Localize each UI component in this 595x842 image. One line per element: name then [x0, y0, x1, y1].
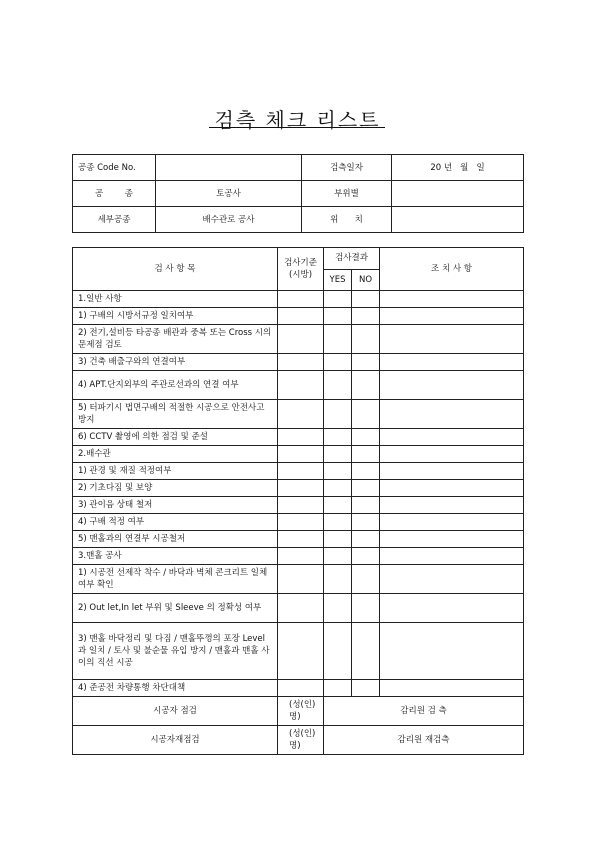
action-cell[interactable]: [380, 291, 524, 308]
action-cell[interactable]: [380, 325, 524, 354]
signature-left-field[interactable]: [278, 697, 324, 726]
checklist-row: [73, 565, 524, 594]
no-checkbox-cell[interactable]: [352, 400, 380, 429]
yes-checkbox-cell[interactable]: [324, 291, 352, 308]
yes-checkbox-cell[interactable]: [324, 514, 352, 531]
section-row: [73, 446, 524, 463]
no-checkbox-cell[interactable]: [352, 548, 380, 565]
no-checkbox-cell[interactable]: [352, 680, 380, 697]
inspection-date-label: 검측일자: [302, 155, 392, 181]
no-checkbox-cell[interactable]: [352, 446, 380, 463]
checklist-row: [73, 680, 524, 697]
action-cell[interactable]: [380, 680, 524, 697]
action-cell[interactable]: [380, 623, 524, 680]
action-cell[interactable]: [380, 400, 524, 429]
checklist-body: [73, 291, 524, 755]
checklist-header-row: [73, 248, 524, 270]
check-item-text: 3) 맨홀 바닥정리 및 다짐 / 맨홀뚜껑의 포장 Level과 일치 / 토사 및 불순물 유입 방지 / 맨홀과 맨홀 사이의 직선 시공: [73, 623, 278, 680]
check-item-text: 1) 시공전 선제작 착수 / 바닥과 벽체 콘크리트 일체여부 확인: [73, 565, 278, 594]
signature-left-field-content: [283, 699, 318, 723]
checklist-row: [73, 400, 524, 429]
name-placeholder: (성명): [289, 700, 301, 722]
checklist-row: [73, 371, 524, 400]
seal-placeholder: (인): [300, 729, 316, 739]
criteria-cell[interactable]: [278, 497, 324, 514]
checklist-table: [72, 247, 524, 755]
header-no: NO: [352, 269, 380, 291]
action-cell[interactable]: [380, 594, 524, 623]
section-title: 2.배수관: [73, 446, 278, 463]
info-row-code: [73, 155, 524, 181]
header-action: 조 치 사 항: [380, 248, 524, 291]
action-cell[interactable]: [380, 514, 524, 531]
yes-checkbox-cell[interactable]: [324, 480, 352, 497]
criteria-cell[interactable]: [278, 308, 324, 325]
criteria-cell[interactable]: [278, 594, 324, 623]
page-title: 검측 체크 리스트: [214, 108, 381, 132]
checklist-row: [73, 429, 524, 446]
checklist-row: [73, 308, 524, 325]
location-field[interactable]: [392, 207, 524, 233]
subtrade-field[interactable]: 배수관로 공사: [156, 207, 302, 233]
checklist-row: [73, 325, 524, 354]
criteria-cell[interactable]: [278, 400, 324, 429]
criteria-cell[interactable]: [278, 480, 324, 497]
yes-checkbox-cell[interactable]: [324, 371, 352, 400]
criteria-cell[interactable]: [278, 371, 324, 400]
info-table: [72, 154, 524, 233]
checklist-row: [73, 594, 524, 623]
criteria-cell[interactable]: [278, 514, 324, 531]
criteria-cell[interactable]: [278, 623, 324, 680]
yes-checkbox-cell[interactable]: [324, 446, 352, 463]
action-cell[interactable]: [380, 497, 524, 514]
no-checkbox-cell[interactable]: [352, 371, 380, 400]
trade-field[interactable]: 토공사: [156, 181, 302, 207]
yes-checkbox-cell[interactable]: [324, 354, 352, 371]
check-item-text: 6) CCTV 촬영에 의한 점검 및 준설: [73, 429, 278, 446]
yes-checkbox-cell[interactable]: [324, 548, 352, 565]
no-checkbox-cell[interactable]: [352, 623, 380, 680]
info-row-subtrade: [73, 207, 524, 233]
header-item: 검 사 항 목: [73, 248, 278, 291]
seal-placeholder: (인): [300, 700, 316, 710]
title-underline: [209, 127, 385, 128]
section-row: [73, 548, 524, 565]
no-checkbox-cell[interactable]: [352, 429, 380, 446]
yes-checkbox-cell[interactable]: [324, 497, 352, 514]
signature-right-label: 감리원 검 측: [324, 697, 524, 726]
check-item-text: 4) 준공전 차량통행 차단대책: [73, 680, 278, 697]
signature-right-label: 감리원 재검측: [324, 726, 524, 755]
header-criteria: [278, 248, 324, 291]
signature-left-field-content: [283, 728, 318, 752]
check-item-text: 1) 구배의 시방서규정 일치여부: [73, 308, 278, 325]
action-cell[interactable]: [380, 354, 524, 371]
check-item-text: 1) 관경 및 재질 적정여부: [73, 463, 278, 480]
yes-checkbox-cell[interactable]: [324, 531, 352, 548]
part-field[interactable]: [392, 181, 524, 207]
criteria-cell[interactable]: [278, 548, 324, 565]
no-checkbox-cell[interactable]: [352, 308, 380, 325]
no-checkbox-cell[interactable]: [352, 325, 380, 354]
check-item-text: 4) APT.단지외부의 주관로선과의 연결 여부: [73, 371, 278, 400]
signature-left-label: 시공자재점검: [73, 726, 278, 755]
yes-checkbox-cell[interactable]: [324, 429, 352, 446]
signature-row: [73, 726, 524, 755]
no-checkbox-cell[interactable]: [352, 565, 380, 594]
subtrade-label: 세부공종: [73, 207, 156, 233]
section-title: 1.일반 사항: [73, 291, 278, 308]
yes-checkbox-cell[interactable]: [324, 565, 352, 594]
work-code-label: 공종 Code No.: [73, 155, 156, 181]
yes-checkbox-cell[interactable]: [324, 680, 352, 697]
checklist-row: [73, 480, 524, 497]
section-row: [73, 291, 524, 308]
action-cell[interactable]: [380, 463, 524, 480]
check-item-text: 4) 구배 적정 여부: [73, 514, 278, 531]
criteria-cell[interactable]: [278, 565, 324, 594]
action-cell[interactable]: [380, 531, 524, 548]
yes-checkbox-cell[interactable]: [324, 325, 352, 354]
header-criteria-sub: (시방): [288, 270, 313, 280]
criteria-cell[interactable]: [278, 325, 324, 354]
yes-checkbox-cell[interactable]: [324, 463, 352, 480]
no-checkbox-cell[interactable]: [352, 291, 380, 308]
check-item-text: 2) 전기,설비등 타공종 배관과 중복 또는 Cross 시의 문제점 검토: [73, 325, 278, 354]
info-row-trade: [73, 181, 524, 207]
yes-checkbox-cell[interactable]: [324, 594, 352, 623]
trade-label: 공 종: [73, 181, 156, 207]
no-checkbox-cell[interactable]: [352, 497, 380, 514]
work-code-field[interactable]: [156, 155, 302, 181]
yes-checkbox-cell[interactable]: [324, 623, 352, 680]
check-item-text: 2) 기초다짐 및 보양: [73, 480, 278, 497]
criteria-cell[interactable]: [278, 429, 324, 446]
signature-row: [73, 697, 524, 726]
header-result: 검사결과: [324, 248, 380, 270]
action-cell[interactable]: [380, 565, 524, 594]
criteria-cell[interactable]: [278, 463, 324, 480]
check-item-text: 5) 터파기시 법면구배의 적절한 시공으로 안전사고 방지: [73, 400, 278, 429]
inspection-date-field[interactable]: 20 년 월 일: [392, 155, 524, 181]
checklist-row: [73, 623, 524, 680]
criteria-cell[interactable]: [278, 531, 324, 548]
no-checkbox-cell[interactable]: [352, 463, 380, 480]
criteria-cell[interactable]: [278, 354, 324, 371]
checklist-row: [73, 497, 524, 514]
no-checkbox-cell[interactable]: [352, 354, 380, 371]
no-checkbox-cell[interactable]: [352, 594, 380, 623]
action-cell[interactable]: [380, 480, 524, 497]
check-item-text: 3) 관이음 상태 철저: [73, 497, 278, 514]
section-title: 3.맨홀 공사: [73, 548, 278, 565]
no-checkbox-cell[interactable]: [352, 480, 380, 497]
location-label: 위 치: [302, 207, 392, 233]
name-placeholder: (성명): [289, 729, 301, 751]
check-item-text: 5) 맨홀과의 연결부 시공철저: [73, 531, 278, 548]
no-checkbox-cell[interactable]: [352, 514, 380, 531]
action-cell[interactable]: [380, 308, 524, 325]
criteria-cell[interactable]: [278, 680, 324, 697]
check-item-text: 2) Out let,In let 부위 및 Sleeve 의 정확성 여부: [73, 594, 278, 623]
action-cell[interactable]: [380, 446, 524, 463]
checklist-row: [73, 463, 524, 480]
header-criteria-label: 검사기준: [284, 258, 317, 268]
criteria-cell[interactable]: [278, 446, 324, 463]
yes-checkbox-cell[interactable]: [324, 308, 352, 325]
header-yes: YES: [324, 269, 352, 291]
no-checkbox-cell[interactable]: [352, 531, 380, 548]
criteria-cell[interactable]: [278, 291, 324, 308]
yes-checkbox-cell[interactable]: [324, 400, 352, 429]
action-cell[interactable]: [380, 548, 524, 565]
part-label: 부위별: [302, 181, 392, 207]
checklist-row: [73, 531, 524, 548]
check-item-text: 3) 건축 배출구와의 연결여부: [73, 354, 278, 371]
signature-left-field[interactable]: [278, 726, 324, 755]
signature-left-label: 시공자 점검: [73, 697, 278, 726]
checklist-row: [73, 354, 524, 371]
action-cell[interactable]: [380, 429, 524, 446]
action-cell[interactable]: [380, 371, 524, 400]
checklist-row: [73, 514, 524, 531]
